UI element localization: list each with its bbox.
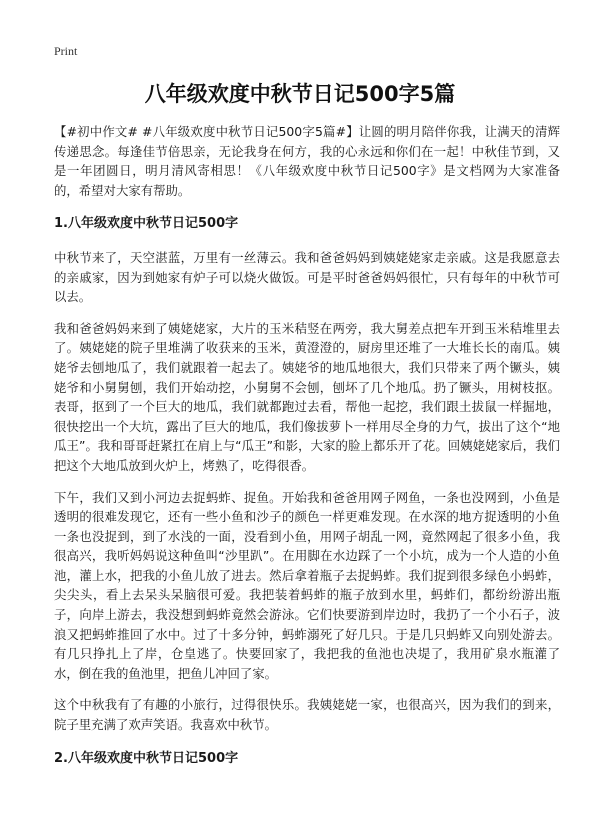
section-heading-2: 2.八年级欢度中秋节日记500字 [54,750,239,766]
page-title: 八年级欢度中秋节日记500字5篇 [144,82,456,106]
article-body [54,122,560,782]
paragraph: 我和爸爸妈妈来到了姨姥姥家，大片的玉米秸竖在两旁，我大舅差点把车开到玉米秸堆里去了。姨姥姥的院子里堆满了收获来的玉米，黄澄澄的，厨房里还堆了一大堆长长的南瓜。姨姥爷去刨地瓜了，我们就跟着一起去了。姨姥爷的地瓜地很大，我们只带来了两个镢头，姨姥爷和小舅舅刨，我们开始动挖，小舅舅不会刨，刨坏了几个地瓜。扔了镢头，用树枝抠。表哥，抠到了一个巨大的地瓜，我们就都跑过去看，帮他一起挖，我们跟土拔鼠一样掘地，很快挖出一个大坑，露出了巨大的地瓜，我们像拔萝卜一样用尽全身的力气，拔出了这个“地瓜王”。我和哥哥赶紧扛在肩上与“瓜王”和影，大家的脸上都乐开了花。回姨姥姥家后，我们把这个大地瓜放到火炉上，烤熟了，吃得很香。 [54,320,560,473]
paragraph: 下午，我们又到小河边去捉蚂蚱、捉鱼。开始我和爸爸用网子网鱼，一条也没网到，小鱼是透明的很难发现它，还有一些小鱼和沙子的颜色一样更难发现。在水深的地方捉透明的小鱼一条也没捉到，到了水浅的一面，没看到小鱼，用网子胡乱一网，竟然网起了很多小鱼，我很高兴，我听妈妈说这种鱼叫“沙里趴”。在用脚在水边踩了一个小坑，成为一个人造的小鱼池，灌上水，把我的小鱼儿放了进去。然后拿着瓶子去捉蚂蚱。我们捉到很多绿色小蚂蚱，尖尖头，看上去呆头呆脑很可爱。我把装着蚂蚱的瓶子放到水里，蚂蚱们，都纷纷游出瓶子，向岸上游去，我没想到蚂蚱竟然会游泳。它们快要游到岸边时，我扔了一个小石子，波浪又把蚂蚱推回了水中。过了十多分钟，蚂蚱溺死了好几只。于是几只蚂蚱又向别处游去。有几只挣扎上了岸，仓皇逃了。快要回家了，我把我的鱼池也决堤了，我用矿泉水瓶灌了水，倒在我的鱼池里，把鱼儿冲回了家。 [54,489,560,681]
intro-paragraph: 【#初中作文# #八年级欢度中秋节日记500字5篇#】让圆的明月陪伴你我，让满天的清辉传递思念。每逢佳节倍思亲，无论我身在何方，我的心永远和你们在一起！中秋佳节到，又是一年团圆日，明月清风寄相思！《八年级欢度中秋节日记500字》是文档网为大家准备的，希望对大家有帮助。 [54,124,560,198]
paragraph: 中秋节来了，天空湛蓝，万里有一丝薄云。我和爸爸妈妈到姨姥姥家走亲戚。这是我愿意去的亲戚家，因为到她家有炉子可以烧火做饭。可是平时爸爸妈妈很忙，只有每年的中秋节可以去。 [54,249,560,305]
paragraph: 这个中秋我有了有趣的小旅行，过得很快乐。我姨姥姥一家，也很高兴，因为我们的到来，院子里充满了欢声笑语。我喜欢中秋节。 [54,697,560,733]
section-heading-1: 1.八年级欢度中秋节日记500字 [54,216,239,232]
print-link[interactable]: Print [54,44,78,58]
